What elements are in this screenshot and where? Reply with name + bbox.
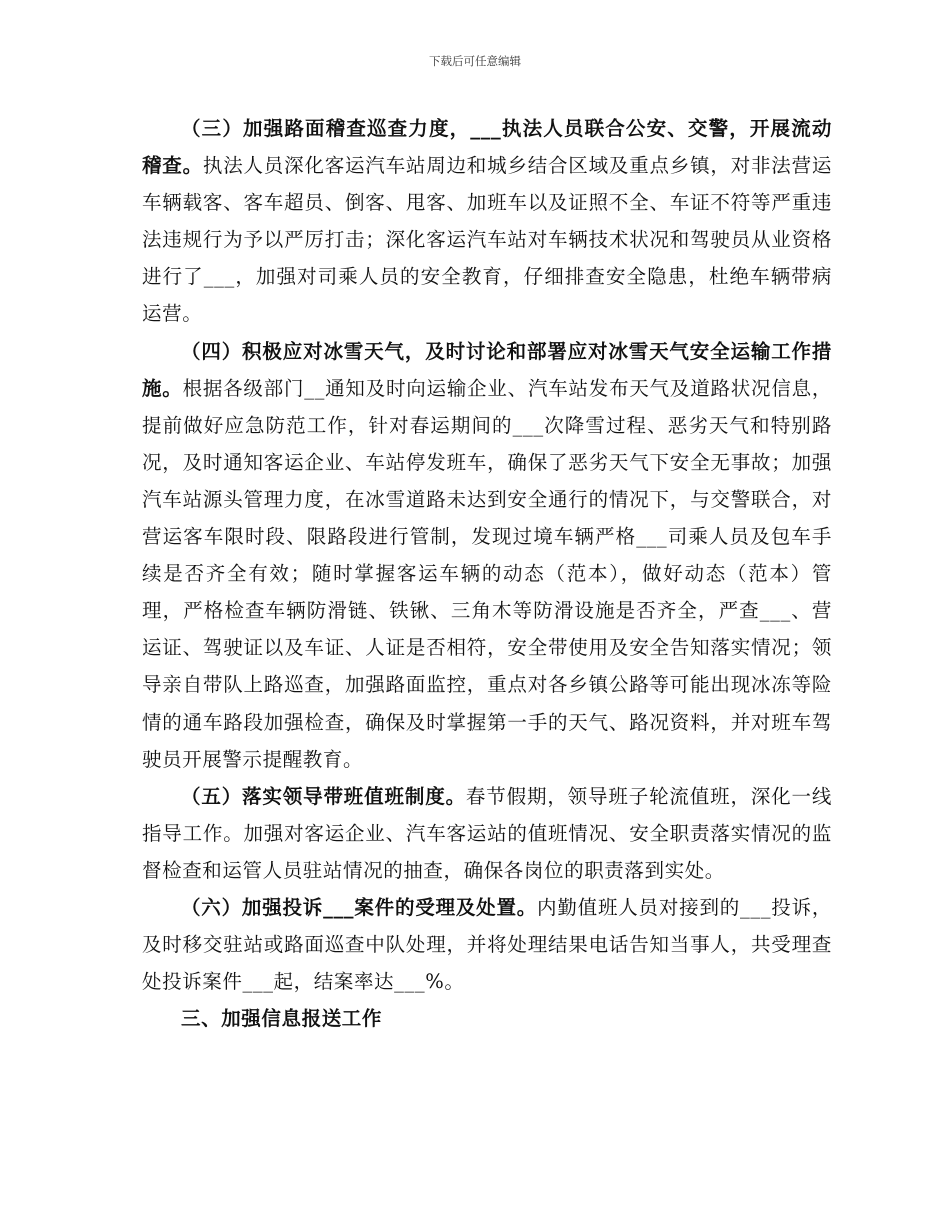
paragraph-4 <box>142 333 832 778</box>
page-header: 下载后可任意编辑 <box>429 54 521 68</box>
paragraph-3-body: 执法人员深化客运汽车站周边和城乡结合区域及重点乡镇，对非法营运车辆载客、客车超员、倒客、甩客、加班车以及证照不全、车证不符等严重违法违规行为予以严厉打击；深化客运汽车站对车辆技术状况和驾驶员从业资格进行了___，加强对司乘人员的安全教育，仔细排查安全隐患，杜绝车辆带病运营。 <box>142 154 832 326</box>
paragraph-5-body: 春节假期，领导班子轮流值班，深化一线指导工作。加强对客运企业、汽车客运站的值班情况、安全职责落实情况的监督检查和运管人员驻站情况的抽查，确保各岗位的职责落到实处。 <box>142 784 832 882</box>
paragraph-5 <box>142 778 832 889</box>
paragraph-3-lead: （三）加强路面稽查巡查力度，___执法人员联合公安、交警，开展流动稽查。 <box>142 117 832 178</box>
paragraph-3 <box>142 110 832 333</box>
paragraph-6 <box>142 889 832 1000</box>
section-heading: 三、加强信息报送工作 <box>181 1007 383 1031</box>
paragraph-4-body: 根据各级部门__通知及时向运输企业、汽车站发布天气及道路状况信息，提前做好应急防范工作，针对春运期间的___次降雪过程、恶劣天气和特别路况，及时通知客运企业、车站停发班车，确保了恶劣天气下安全无事故；加强汽车站源头管理力度，在冰雪道路未达到安全通行的情况下，与交警联合，对营运客车限时段、限路段进行管制，发现过境车辆严格___司乘人员及包车手续是否齐全有效；随时掌握客运车辆的动态（范本），做好动态（范本）管理，严格检查车辆防滑链、铁锹、三角木等防滑设施是否齐全，严查___、营运证、驾驶证以及车证、人证是否相符，安全带使用及安全告知落实情况；领导亲自带队上路巡查，加强路面监控，重点对各乡镇公路等可能出现冰冻等险情的通车路段加强检查，确保及时掌握第一手的天气、路况资料，并对班车驾驶员开展警示提醒教育。 <box>142 376 832 771</box>
document-body <box>142 110 832 1037</box>
paragraph-6-body: 内勤值班人员对接到的___投诉，及时移交驻站或路面巡查中队处理，并将处理结果电话告知当事人，共受理查处投诉案件___起，结案率达___%。 <box>142 895 832 994</box>
paragraph-6-lead: （六）加强投诉___案件的受理及处置。 <box>181 895 538 919</box>
paragraph-4-lead: （四）积极应对冰雪天气，及时讨论和部署应对冰雪天气安全运输工作措施。 <box>142 339 832 400</box>
paragraph-5-lead: （五）落实领导带班值班制度。 <box>181 784 466 808</box>
